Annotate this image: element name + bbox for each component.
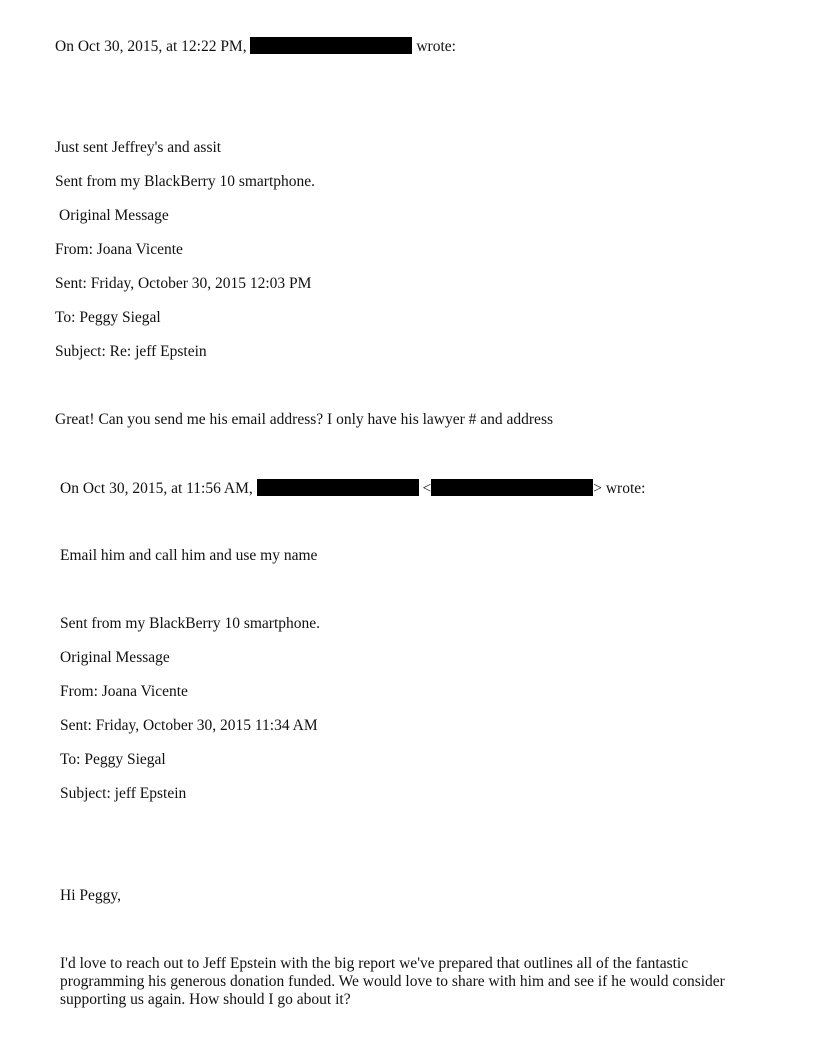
quote-subject-line: Subject: jeff Epstein	[60, 785, 187, 802]
quote-header-lt: <	[422, 480, 432, 497]
quote-from-line: From: Joana Vicente	[60, 683, 188, 700]
message-body: Great! Can you send me his email address? I only have his lawyer # and address	[55, 411, 554, 428]
from-line: From: Joana Vicente	[55, 241, 183, 258]
quote-header-suffix: > wrote:	[593, 480, 646, 497]
sent-line: Sent: Friday, October 30, 2015 12:03 PM	[55, 275, 312, 292]
redaction-block	[250, 37, 412, 54]
quote-signature: Sent from my BlackBerry 10 smartphone.	[60, 615, 321, 632]
greeting: Hi Peggy,	[60, 887, 121, 904]
subject-line: Subject: Re: jeff Epstein	[55, 343, 207, 360]
header-prefix: On Oct 30, 2015, at 12:22 PM,	[55, 38, 247, 55]
quote-to-line: To: Peggy Siegal	[60, 751, 166, 768]
quote-body: Email him and call him and use my name	[60, 547, 318, 564]
redaction-block	[431, 479, 593, 496]
quote-original-message-label: Original Message	[60, 649, 170, 666]
reply-header-line	[55, 37, 456, 56]
reply-signature: Sent from my BlackBerry 10 smartphone.	[55, 173, 316, 190]
original-paragraph: I'd love to reach out to Jeff Epstein with the big report we've prepared that outlines all of the fantastic programming his generous donation funded. We would love to share with him and see if he would consider supporting us again. How should I go about it?	[60, 955, 725, 1008]
to-line: To: Peggy Siegal	[55, 309, 161, 326]
quote-sent-line: Sent: Friday, October 30, 2015 11:34 AM	[60, 717, 318, 734]
reply-body: Just sent Jeffrey's and assit	[55, 139, 222, 156]
header-suffix: wrote:	[416, 38, 456, 55]
quote-header-line	[60, 479, 645, 498]
redaction-block	[257, 479, 419, 496]
quote-header-prefix: On Oct 30, 2015, at 11:56 AM,	[60, 480, 253, 497]
original-message-label: Original Message	[59, 207, 169, 224]
